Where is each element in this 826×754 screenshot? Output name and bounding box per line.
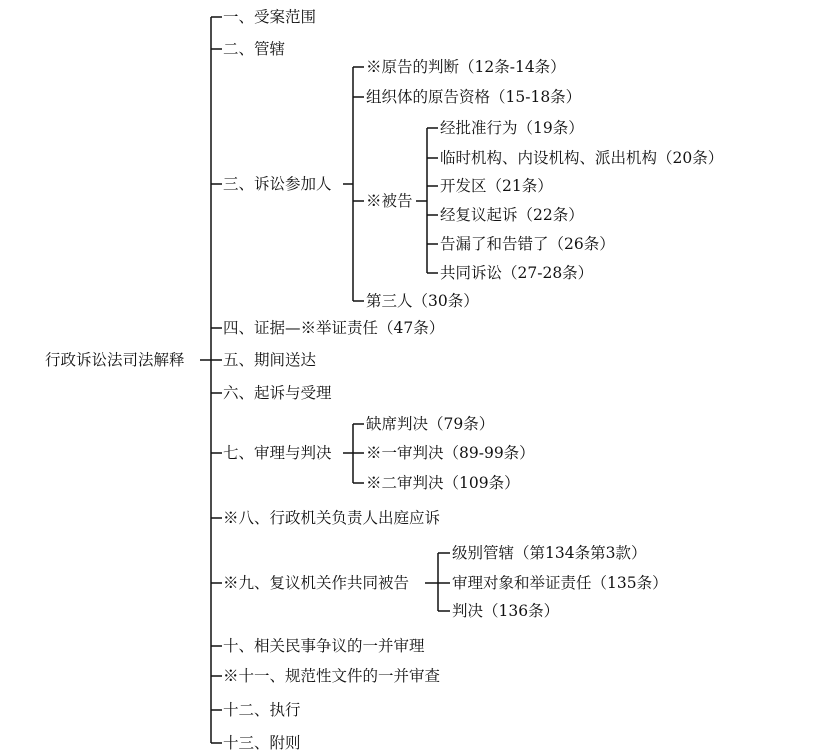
root-node: 行政诉讼法司法解释 (45, 351, 185, 369)
s7-first-instance: ※一审判决（89-99条） (366, 444, 535, 462)
s3-plaintiff-judgment: ※原告的判断（12条-14条） (366, 58, 566, 76)
s7-default-judgment: 缺席判决（79条） (366, 415, 495, 433)
section-1: 一、受案范围 (223, 8, 317, 26)
defendant-joint-litigation: 共同诉讼（27-28条） (440, 264, 594, 282)
s3-third-party: 第三人（30条） (366, 292, 479, 310)
s9-judgment: 判决（136条） (452, 602, 560, 620)
section-9: ※九、复议机关作共同被告 (223, 574, 410, 592)
defendant-omitted-wrong: 告漏了和告错了（26条） (440, 235, 615, 253)
defendant-temporary-bodies: 临时机构、内设机构、派出机构（20条） (440, 149, 724, 167)
defendant-reconsideration: 经复议起诉（22条） (440, 206, 584, 224)
section-7: 七、审理与判决 (223, 444, 332, 462)
s3-organization-standing: 组织体的原告资格（15-18条） (366, 88, 582, 106)
section-12: 十二、执行 (223, 701, 301, 719)
s9-level-jurisdiction: 级别管辖（第134条第3款） (452, 544, 647, 562)
section-2: 二、管辖 (223, 40, 286, 58)
section-3: 三、诉讼参加人 (223, 175, 332, 193)
section-5: 五、期间送达 (223, 351, 317, 369)
defendant-development-zone: 开发区（21条） (440, 177, 553, 195)
section-4: 四、证据—※举证责任（47条） (223, 319, 445, 337)
section-11: ※十一、规范性文件的一并审查 (223, 667, 441, 685)
section-8: ※八、行政机关负责人出庭应诉 (223, 509, 441, 527)
s9-review-object: 审理对象和举证责任（135条） (452, 574, 668, 592)
defendant-approved-act: 经批准行为（19条） (440, 119, 584, 137)
s7-second-instance: ※二审判决（109条） (366, 474, 520, 492)
s3-defendant: ※被告 (366, 192, 413, 210)
section-10: 十、相关民事争议的一并审理 (223, 637, 425, 655)
section-13: 十三、附则 (223, 734, 301, 752)
section-6: 六、起诉与受理 (223, 384, 332, 402)
